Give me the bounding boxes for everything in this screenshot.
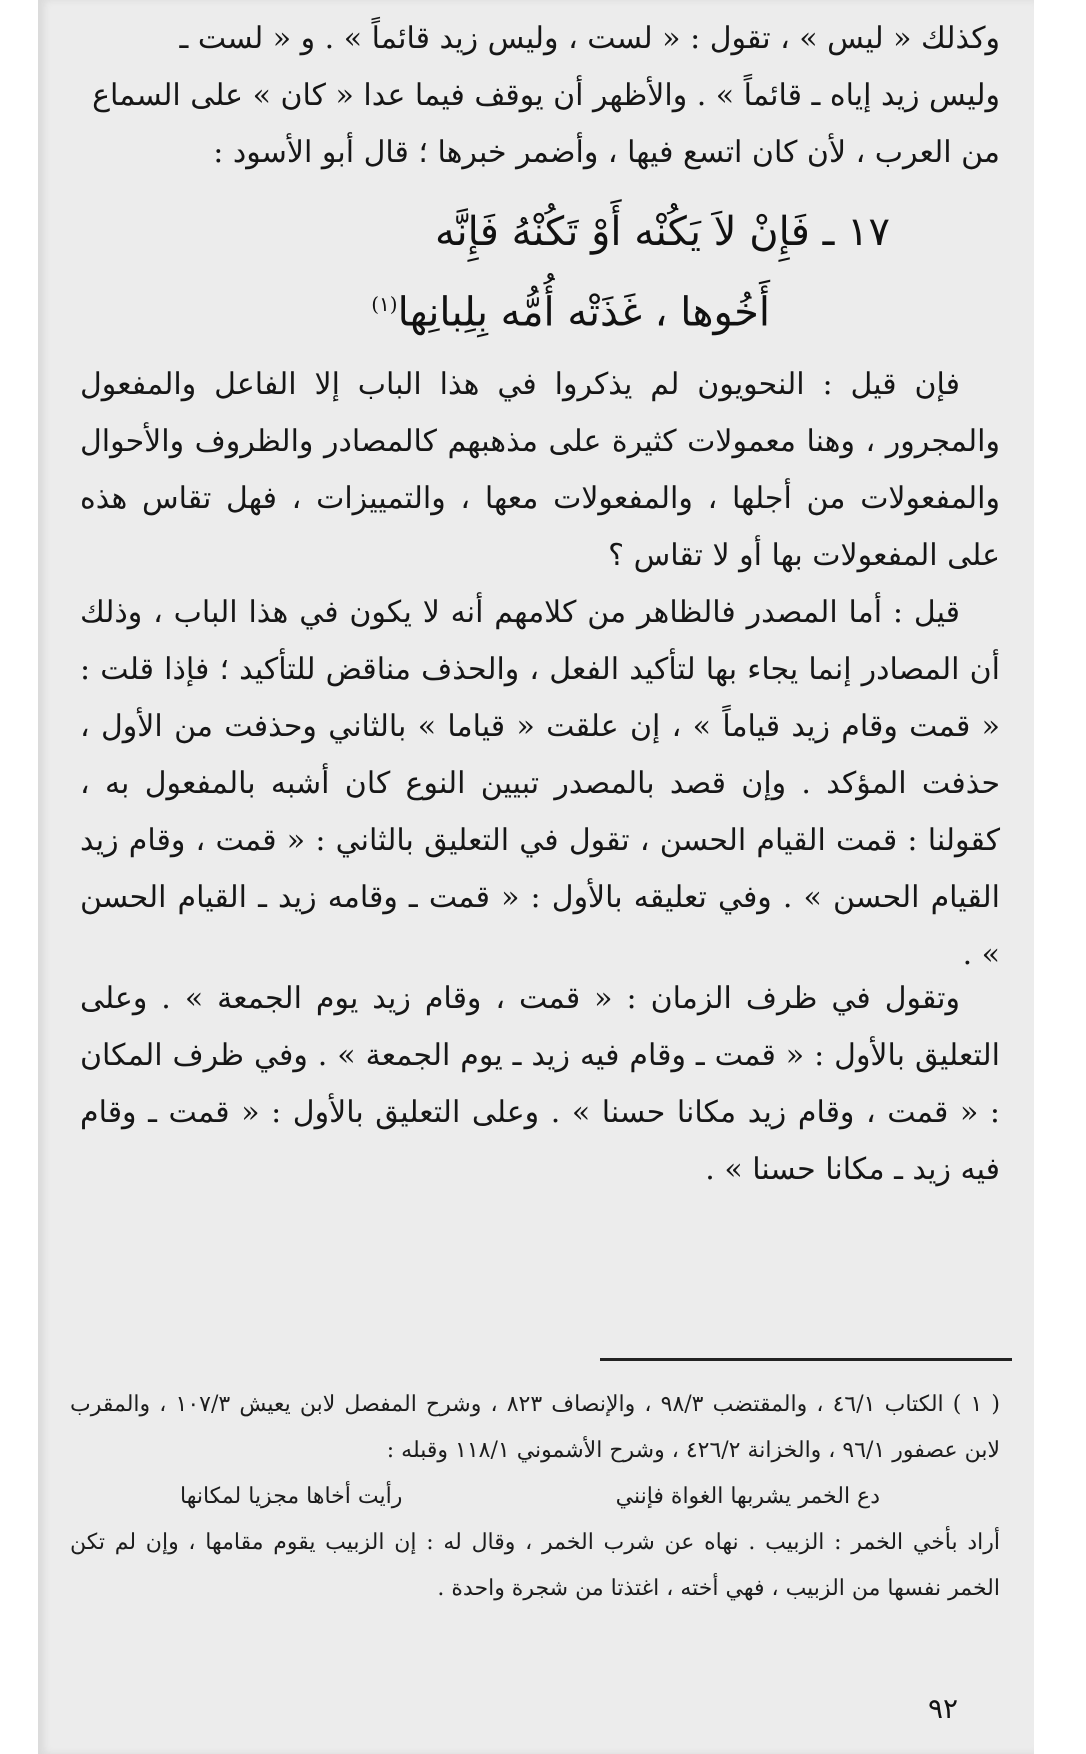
scan-margin-left [0, 0, 38, 1754]
top-paragraph [80, 10, 1000, 181]
scan-margin-right [1034, 0, 1086, 1754]
verse-line-2-text: أَخُوها ، غَذَتْه أُمُّه بِلِبانِها [397, 289, 770, 336]
paragraph: قيل : أما المصدر فالظاهر من كلامهم أنه لا يكون في هذا الباب ، وذلك أن المصادر إنما يجاء بها لتأكيد الفعل ، والحذف مناقض للتأكيد ؛ فإذا قلت : « قمت وقام زيد قياماً » ، إن علقت « قياما » بالثاني وحذفت من الأول ، حذفت المؤكد . وإن قصد بالمصدر تبيين النوع كان أشبه بالمفعول به ، كقولنا : قمت القيام الحسن ، تقول في التعليق بالثاني : « قمت ، وقام زيد القيام الحسن » . وفي تعليقه بالأول : « قمت ـ وقامه زيد ـ القيام الحسن » . [80, 595, 1000, 972]
page-number: ٩٢ [928, 1692, 959, 1725]
couplet-hemistich-left: رأيت أخاها مجزيا لمكانها [180, 1484, 403, 1509]
text-line: وكذلك « ليس » ، تقول : « لست ، وليس زيد قائماً » . و « لست ـ [179, 21, 1000, 56]
footnote-text: أراد بأخي الخمر : الزبيب . نهاه عن شرب الخمر ، وقال له : إن الزبيب يقوم مقامها ، وإن لم تكن الخمر نفسها من الزبيب ، فهي أخته ، اغتذتا من شجرة واحدة . [70, 1530, 1000, 1601]
footnote-couplet [70, 1474, 1000, 1520]
text-line: وليس زيد إياه ـ قائماً » . والأظهر أن يوقف فيما عدا « كان » على السماع [92, 78, 1000, 113]
body-paragraph-question [80, 356, 1000, 584]
body-paragraph-adverbs [80, 970, 1000, 1198]
footnotes [70, 1382, 1000, 1612]
couplet-hemistich-right: دع الخمر يشربها الغواة فإنني [615, 1484, 880, 1509]
poetry-verse [80, 196, 1000, 348]
paragraph: فإن قيل : النحويون لم يذكروا في هذا الباب إلا الفاعل والمفعول والمجرور ، وهنا معمولات كثيرة على مذهبهم كالمصادر والظروف والأحوال والمفعولات من أجلها ، والمفعولات معها ، والتمييزات ، فهل تقاس هذه على المفعولات بها أو لا تقاس ؟ [80, 367, 1000, 573]
paragraph: وتقول في ظرف الزمان : « قمت ، وقام زيد يوم الجمعة » . وعلى التعليق بالأول : « قمت ـ وقام فيه زيد ـ يوم الجمعة » . وفي ظرف المكان : « قمت ، وقام زيد مكانا حسنا » . وعلى التعليق بالأول : « قمت ـ وقام فيه زيد ـ مكانا حسنا » . [80, 981, 1000, 1187]
footnote-marker: (١) [371, 292, 398, 316]
footnote-text: ( ١ ) الكتاب ٤٦/١ ، والمقتضب ٩٨/٣ ، والإنصاف ٨٢٣ ، وشرح المفصل لابن يعيش ١٠٧/٣ ، والمقرب لابن عصفور ٩٦/١ ، والخزانة ٤٢٦/٢ ، وشرح الأشموني ١١٨/١ وقبله : [70, 1392, 1001, 1463]
footnote-separator [600, 1358, 1012, 1361]
body-paragraph-answer [80, 584, 1000, 983]
verse-line-2 [80, 268, 1000, 348]
text-line: من العرب ، لأن كان اتسع فيها ، وأضمر خبرها ؛ قال أبو الأسود : [213, 135, 1000, 170]
verse-line-1: ١٧ ـ فَإِنْ لاَ يَكُنْه أَوْ تَكُنْهُ فَإِنَّه [435, 209, 890, 255]
